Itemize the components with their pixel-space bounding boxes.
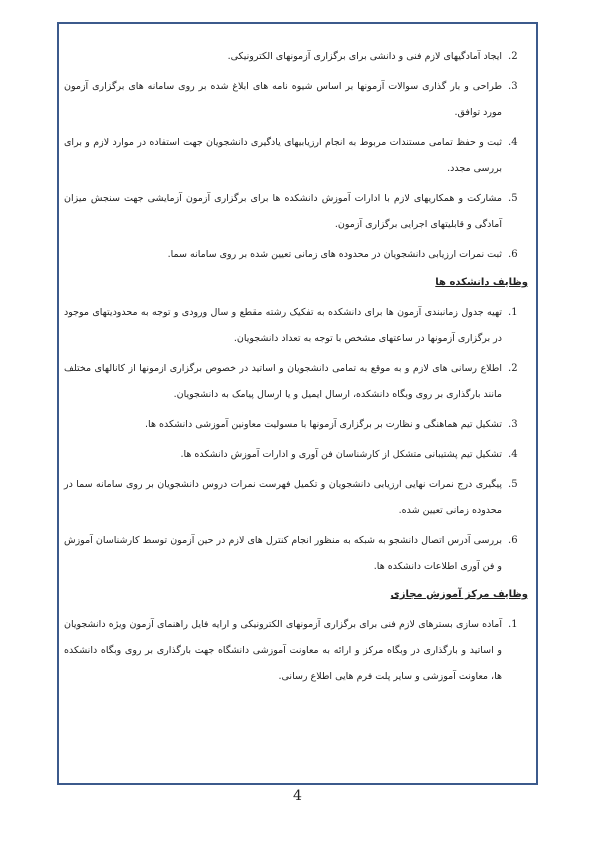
list-item [64,242,528,268]
item-number: 4. [508,449,518,460]
item-number: 2. [508,51,518,62]
item-number: 1. [508,307,518,318]
item-text: اطلاع رسانی های لازم و به موقع به تمامی دانشجویان و اساتید در خصوص برگزاری ازمونها از کانالهای مختلف مانند بارگذاری بر روی وبگاه دانشکده، ارسال ایمیل و یا ارسال پیامک به دانشجویان. [64,363,502,400]
item-text: تشکیل تیم هماهنگی و نظارت بر برگزاری آزمونها با مسولیت معاونین آموزشی دانشکده ها. [145,419,502,430]
item-text: طراحی و بار گذاری سوالات آزمونها بر اساس شیوه نامه های ابلاغ شده بر روی سامانه های برگزاری آزمون مورد توافق. [64,81,502,118]
list-item [64,442,528,468]
item-number: 5. [508,479,518,490]
item-number: 2. [508,363,518,374]
item-number: 6. [508,249,518,260]
item-number: 3. [508,81,518,92]
item-text: بررسی آدرس اتصال دانشجو به شبکه به منظور انجام کنترل های لازم در حین آزمون توسط کارشناسان آموزش و فن آوری اطلاعات دانشکده ها. [64,535,502,572]
section-a-list [64,44,528,268]
item-number: 3. [508,419,518,430]
section-c-list [64,612,528,690]
item-number: 4. [508,137,518,148]
item-text: تشکیل تیم پشتیبانی متشکل از کارشناسان فن آوری و ادارات آموزش دانشکده ها. [180,449,502,460]
item-text: تهیه جدول زمانبندی آزمون ها برای دانشکده به تفکیک رشته مقطع و سال ورودی و توجه به محدودیتهای موجود در برگزاری آزمونها در ساعتهای مشخص با توجه به تعداد دانشجویان. [64,307,502,344]
list-item [64,130,528,182]
item-text: ثبت نمرات ارزیابی دانشجویان در محدوده های زمانی تعیین شده بر روی سامانه سما. [167,249,502,260]
section-b-list [64,300,528,580]
document-body [64,44,528,690]
list-item [64,412,528,438]
list-item [64,612,528,690]
item-number: 6. [508,535,518,546]
item-text: آماده سازی بسترهای لازم فنی برای برگزاری آزمونهای الکترونیکی و ارایه فایل راهنمای آزمون ویژه دانشجویان و اساتید و بارگذاری در وبگاه مرکز و ارائه به معاونت آموزشی دانشگاه جهت بارگذاری بر روی وبگاه دانشکده ها، معاونت آموزشی و سایر پلت فرم هایی اطلاع رسانی. [64,619,502,682]
section-heading-faculties: وظایف دانشکده ها [435,277,528,288]
item-text: پیگیری درج نمرات نهایی ارزیابی دانشجویان و تکمیل فهرست نمرات دروس دانشجویان بر روی سامانه سما در محدوده زمانی تعیین شده. [64,479,502,516]
list-item [64,472,528,524]
list-item [64,356,528,408]
list-item [64,44,528,70]
item-text: ایجاد آمادگیهای لازم فنی و دانشی برای برگزاری آزمونهای الکترونیکی. [227,51,502,62]
item-number: 1. [508,619,518,630]
item-number: 5. [508,193,518,204]
page-number: 4 [293,788,302,804]
list-item [64,186,528,238]
list-item [64,74,528,126]
item-text: ثبت و حفظ تمامی مستندات مربوط به انجام ارزیابیهای یادگیری دانشجویان جهت استفاده در موارد لازم و برای بررسی مجدد. [64,137,502,174]
section-heading-virtual-center: وظایف مرکز آموزش مجازی [390,589,528,600]
list-item [64,300,528,352]
list-item [64,528,528,580]
item-text: مشارکت و همکاریهای لازم با ادارات آموزش دانشکده ها برای برگزاری آزمون آزمایشی جهت سنجش میزان آمادگی و قابلیتهای اجرایی برگزاری آزمون. [64,193,502,230]
